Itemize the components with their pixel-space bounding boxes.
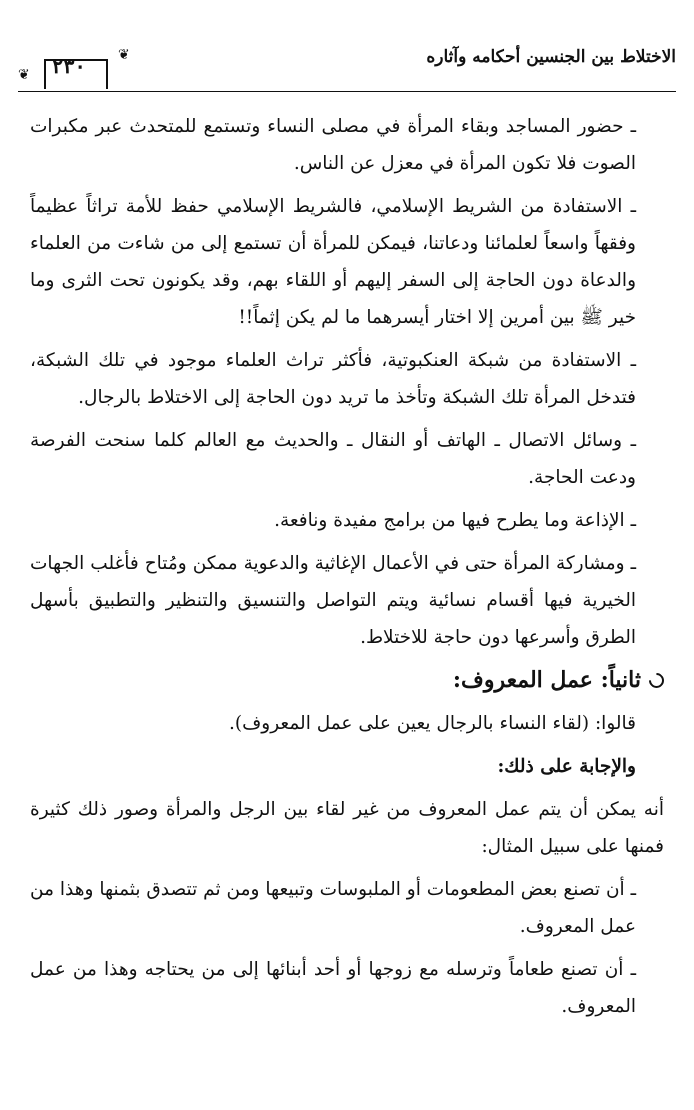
- paragraph: ـ الاستفادة من الشريط الإسلامي، فالشريط الإسلامي حفظ للأمة تراثاً عظيماً وفقهاً واسعاً لعلمائنا ودعاتنا، فيمكن للمرأة أن تستمع إلى من شاءت من العلماء والدعاة دون الحاجة إلى السفر إليهم أو اللقاء بهم، وقد يكونون تحت الثرى وما خير ﷺ بين أمرين إلا اختار أيسرهما ما لم يكن إثماً!!: [30, 196, 636, 328]
- paragraph: ـ الإذاعة وما يطرح فيها من برامج مفيدة ونافعة.: [274, 510, 636, 531]
- bullet-icon: [646, 670, 667, 691]
- page-number: ٢٣٠: [52, 53, 86, 78]
- running-title: الاختلاط بين الجنسين أحكامه وآثاره: [426, 47, 676, 67]
- section-heading: [30, 662, 664, 699]
- header-divider: [18, 91, 676, 92]
- paragraph: ـ وسائل الاتصال ـ الهاتف أو النقال ـ والحديث مع العالم كلما سنحت الفرصة ودعت الحاجة.: [30, 430, 636, 488]
- frame-right-rule: [106, 59, 108, 89]
- paragraph: ـ أن تصنع بعض المطعومات أو الملبوسات وتبيعها ومن ثم تتصدق بثمنها وهذا من عمل المعروف.: [30, 879, 636, 937]
- ornament-icon: ❦: [18, 67, 30, 83]
- page-header: [18, 45, 676, 95]
- frame-left-rule: [44, 59, 46, 89]
- page-number-frame: [18, 45, 130, 95]
- answer-heading: والإجابة على ذلك:: [497, 756, 636, 777]
- quote-paragraph: قالوا: (لقاء النساء بالرجال يعين على عمل المعروف).: [229, 713, 636, 734]
- ornament-icon: ❦: [118, 47, 130, 63]
- paragraph: ـ الاستفادة من شبكة العنكبوتية، فأكثر تراث العلماء موجود في تلك الشبكة، فتدخل المرأة تلك الشبكة وتأخذ ما تريد دون الحاجة إلى الاختلاط بالرجال.: [30, 350, 636, 408]
- page-body: [30, 108, 664, 1031]
- section-heading-text: ثانياً: عمل المعروف:: [452, 667, 641, 693]
- paragraph: ـ أن تصنع طعاماً وترسله مع زوجها أو أحد أبنائها إلى من يحتاجه وهذا من عمل المعروف.: [30, 959, 636, 1017]
- paragraph: ـ حضور المساجد وبقاء المرأة في مصلى النساء وتستمع للمتحدث عبر مكبرات الصوت فلا تكون المرأة في معزل عن الناس.: [30, 116, 636, 174]
- paragraph: ـ ومشاركة المرأة حتى في الأعمال الإغاثية والدعوية ممكن ومُتاح فأغلب الجهات الخيرية فيها أقسام نسائية ويتم التواصل والتنسيق والتنظير والتطبيق بأسهل الطرق وأسرعها دون حاجة للاختلاط.: [30, 553, 636, 648]
- paragraph: أنه يمكن أن يتم عمل المعروف من غير لقاء بين الرجل والمرأة وصور ذلك كثيرة فمنها على سبيل المثال:: [30, 799, 664, 857]
